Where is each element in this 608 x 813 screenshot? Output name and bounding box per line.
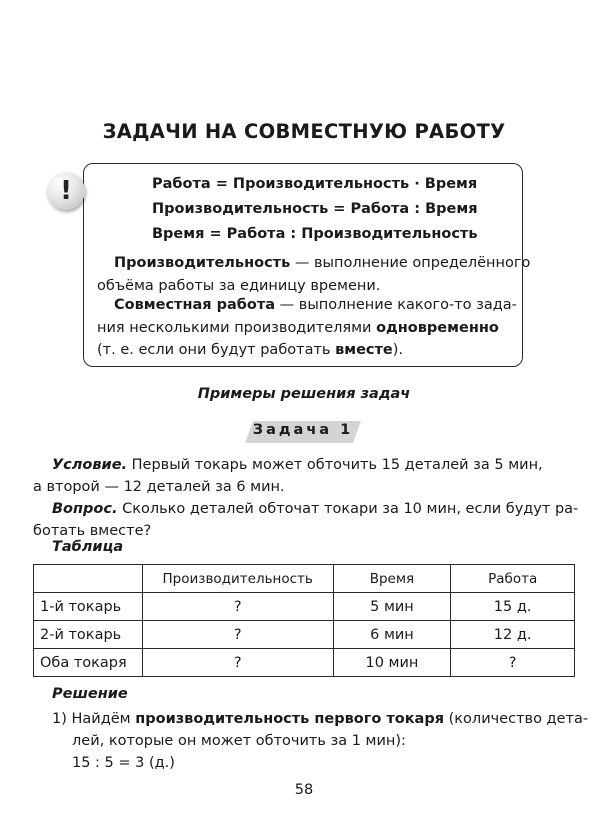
task-label: Задача 1 [252, 422, 354, 438]
formula-time: Время = Работа : Производительность [152, 226, 478, 242]
table-cell: 6 мин [333, 621, 451, 649]
task-condition: Условие. Первый токарь может обточить 15 деталей за 5 мин, а второй — 12 деталей за 6 мин. [33, 457, 543, 495]
page-number: 58 [294, 782, 314, 798]
table-row [34, 593, 575, 621]
table-cell: ? [142, 649, 333, 677]
task-badge [245, 421, 361, 443]
examples-title: Примеры решения задач [197, 386, 411, 402]
table-header: Время [333, 565, 451, 593]
table-header-row [34, 565, 575, 593]
table-cell: Оба токаря [34, 649, 143, 677]
table-cell: ? [142, 621, 333, 649]
term-productivity: Производительность [114, 255, 291, 271]
exclamation-icon: ! [47, 172, 85, 210]
calculation: 15 : 5 = 3 (д.) [72, 755, 175, 771]
table-cell: ? [142, 593, 333, 621]
table-cell: 10 мин [333, 649, 451, 677]
data-table [33, 564, 575, 677]
table-row [34, 621, 575, 649]
term-joint-work: Совместная работа [114, 297, 276, 313]
table-header: Производительность [142, 565, 333, 593]
table-row [34, 649, 575, 677]
table-cell: 12 д. [451, 621, 575, 649]
table-cell: 15 д. [451, 593, 575, 621]
solution-step-1: 1) Найдём производительность первого токаря (количество дета- лей, которые он может обточить за 1 мин): 15 : 5 = 3 (д.) [52, 708, 572, 774]
table-cell: 5 мин [333, 593, 451, 621]
table-cell: 2-й токарь [34, 621, 143, 649]
formula-work: Работа = Производительность · Время [152, 176, 478, 192]
definition-productivity: Производительность — выполнение определённого объёма работы за единицу времени. [97, 255, 531, 294]
definition-joint-work: Совместная работа — выполнение какого-то зада- ния несколькими производителями одновременно (т. е. если они будут работать вместе). [97, 297, 517, 358]
question-label: Вопрос. [52, 501, 118, 517]
page-title: ЗАДАЧИ НА СОВМЕСТНУЮ РАБОТУ [102, 120, 506, 143]
step-number: 1) [52, 711, 67, 727]
table-header: Работа [451, 565, 575, 593]
task-question: Вопрос. Сколько деталей обточат токари за 10 мин, если будут ра- ботать вместе? [33, 501, 579, 539]
table-header [34, 565, 143, 593]
table-cell: ? [451, 649, 575, 677]
condition-label: Условие. [52, 457, 128, 473]
table-cell: 1-й токарь [34, 593, 143, 621]
table-heading: Таблица [52, 539, 124, 555]
formula-productivity: Производительность = Работа : Время [152, 201, 478, 217]
solution-heading: Решение [52, 686, 128, 702]
